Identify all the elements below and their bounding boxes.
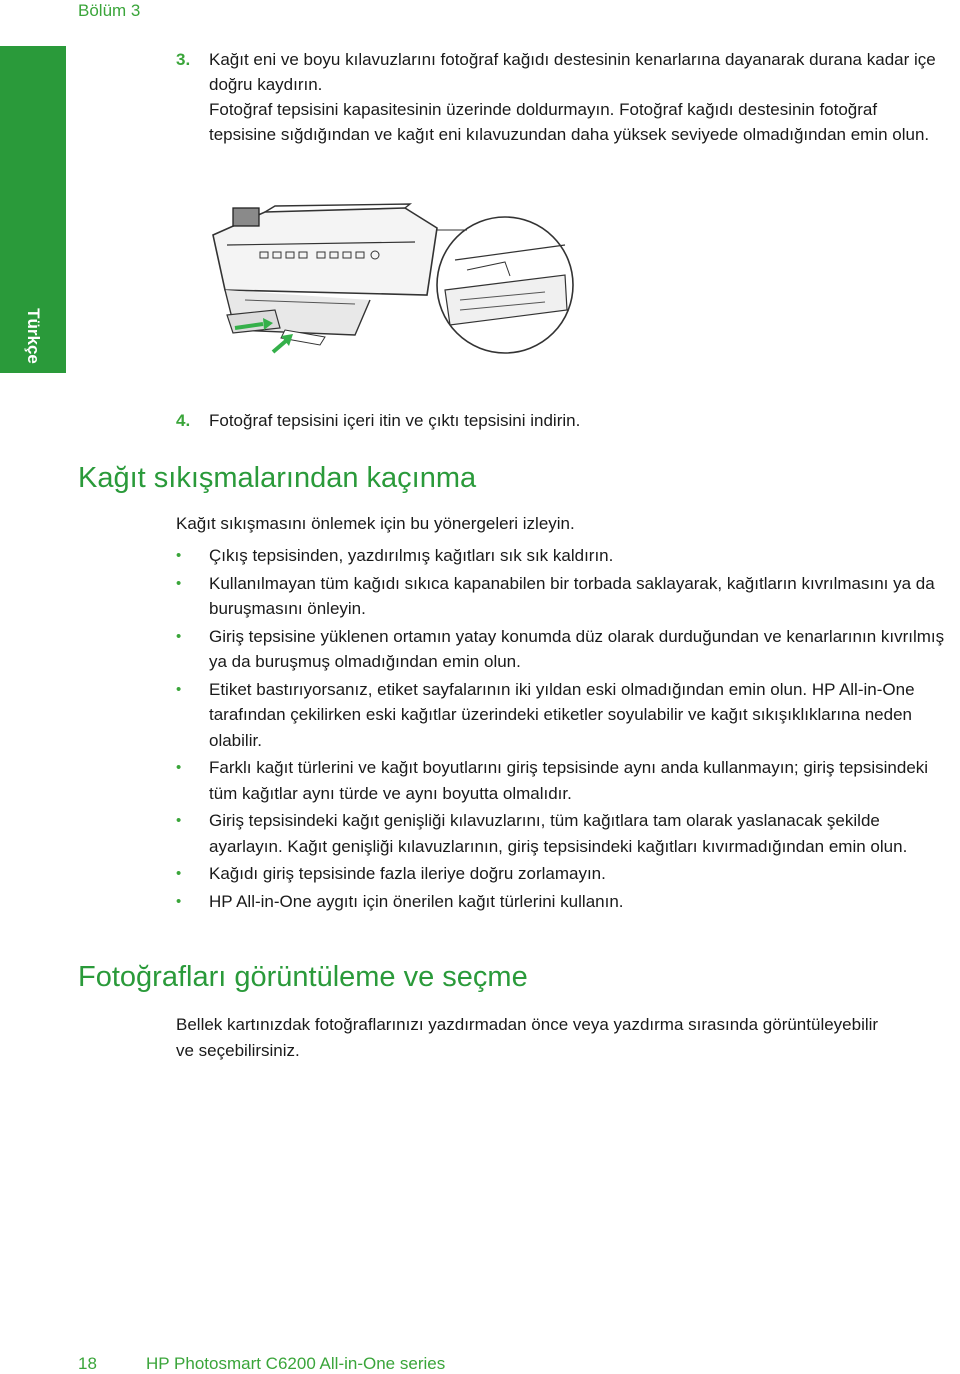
bullet-icon: • [176, 759, 182, 776]
list-item-text: Kullanılmayan tüm kağıdı sıkıca kapanabilen bir torbada saklayarak, kağıtların kıvrılmasını ya da buruşmasını önleyin. [209, 573, 935, 618]
step-3-note: Fotoğraf tepsisini kapasitesinin üzerinde doldurmayın. Fotoğraf kağıdı destesinin fotoğraf tepsisine sığdığından ve kağıt eni kılavuzundan daha yüksek seviyede olmadığından emin olun. [209, 100, 930, 144]
step-3-number: 3. [176, 50, 191, 69]
list-item-text: Farklı kağıt türlerini ve kağıt boyutlarını giriş tepsisinde aynı anda kullanmayın; giriş tepsisindeki tüm kağıtlar aynı türde ve aynı boyutta olmalıdır. [209, 758, 929, 803]
list-item-text: HP All-in-One aygıtı için önerilen kağıt türlerini kullanın. [209, 891, 624, 911]
step-4-text: Fotoğraf tepsisini içeri itin ve çıktı tepsisini indirin. [209, 411, 581, 430]
printer-photo-tray-illustration [205, 200, 575, 370]
paper-jam-tips-list [176, 543, 956, 914]
bullet-icon: • [176, 812, 182, 829]
section-heading-paper-jams: Kağıt sıkışmalarından kaçınma [78, 462, 477, 494]
list-item-text: Kağıdı giriş tepsisinde fazla ileriye doğru zorlamayın. [209, 864, 606, 883]
footer-product-title: HP Photosmart C6200 All-in-One series [146, 1354, 446, 1373]
display-screen-icon [233, 208, 259, 226]
section-heading-photos: Fotoğrafları görüntüleme ve seçme [78, 961, 528, 993]
list-item [176, 861, 956, 887]
list-item [176, 808, 956, 859]
list-item [176, 571, 956, 622]
list-item-text: Çıkış tepsisinden, yazdırılmış kağıtları sık sık kaldırın. [209, 546, 614, 565]
list-item [176, 755, 956, 806]
section-intro-paper-jams: Kağıt sıkışmasını önlemek için bu yönergeleri izleyin. [176, 514, 575, 533]
bullet-icon: • [176, 574, 182, 592]
list-item [176, 543, 956, 569]
bullet-icon: • [176, 627, 182, 645]
section-intro-photos: Bellek kartınızdak fotoğraflarınızı yazdırmadan önce veya yazdırma sırasında görüntüleyebilir ve seçebilirsiniz. [176, 1015, 879, 1060]
bullet-icon: • [176, 892, 182, 910]
list-item [176, 624, 956, 675]
list-item [176, 677, 956, 754]
step-4-number: 4. [176, 411, 191, 430]
page-number: 18 [78, 1354, 97, 1373]
chapter-label: Bölüm 3 [78, 1, 141, 20]
list-item-text: Etiket bastırıyorsanız, etiket sayfalarının iki yıldan eski olmadığından emin olun. HP All-in-One tarafından çekilirken eski kağıtlar üzerindeki etiketler soyulabilir ve kağıt sıkışıklıklarına neden olabilir. [209, 679, 915, 750]
bullet-icon: • [176, 680, 182, 698]
list-item-text: Giriş tepsisindeki kağıt genişliği kılavuzlarını, tüm kağıtlara tam olarak yaslanacak şekilde ayarlayın. Kağıt genişliği kılavuzlarının, giriş tepsisindeki kağıtları kıvırmadığından emin olun. [209, 811, 908, 856]
list-item-text: Giriş tepsisine yüklenen ortamın yatay konumda düz olarak durduğundan ve kenarlarının kıvrılmış ya da buruşmuş olmadığından emin olun. [209, 626, 945, 671]
step-3-text: Kağıt eni ve boyu kılavuzlarını fotoğraf kağıdı destesinin kenarlarına dayanarak durana kadar içe doğru kaydırın. [209, 50, 936, 94]
language-side-tab-label: Türkçe [24, 308, 43, 364]
list-item [176, 889, 956, 915]
bullet-icon: • [176, 865, 182, 882]
bullet-icon: • [176, 547, 182, 564]
